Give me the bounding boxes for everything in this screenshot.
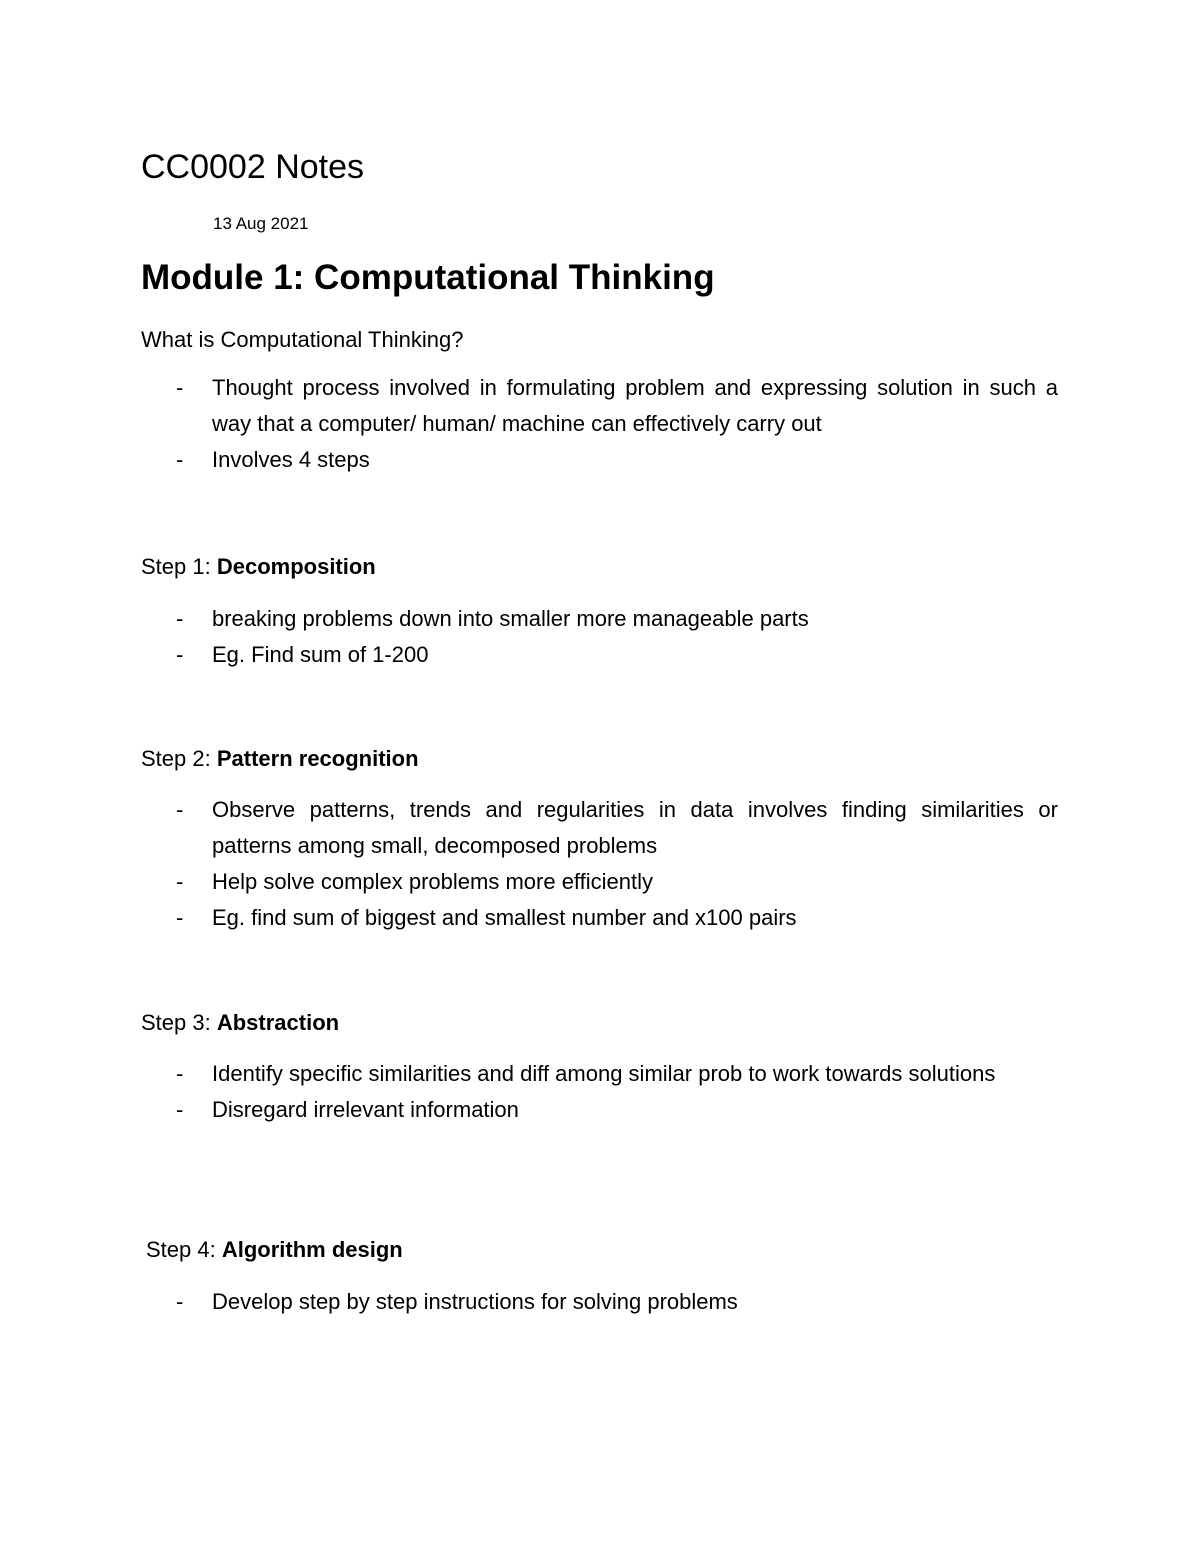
bullet-dash: - (176, 1097, 184, 1122)
bullet-text: Disregard irrelevant information (212, 1097, 519, 1122)
step-2-bullet-list (170, 792, 1058, 936)
module-heading: Module 1: Computational Thinking (141, 258, 715, 297)
step-prefix: Step 3: (141, 1010, 217, 1035)
bullet-text: breaking problems down into smaller more manageable parts (212, 606, 809, 631)
bullet-text: Help solve complex problems more efficiently (212, 869, 653, 894)
bullet-dash: - (176, 797, 184, 822)
list-item (170, 1056, 1058, 1092)
step-3-bullet-list (170, 1056, 1058, 1128)
list-item (170, 900, 1058, 936)
document-title: CC0002 Notes (141, 148, 365, 186)
bullet-dash: - (176, 642, 184, 667)
bullet-dash: - (176, 447, 184, 472)
bullet-text: Involves 4 steps (212, 447, 370, 472)
bullet-dash: - (176, 606, 184, 631)
bullet-text: Observe patterns, trends and regularities in data involves finding similarities or patterns among small, decomposed problems (212, 797, 1058, 858)
step-prefix: Step 1: (141, 554, 217, 579)
bullet-text: Develop step by step instructions for solving problems (212, 1289, 738, 1314)
step-name: Abstraction (216, 1010, 340, 1035)
intro-bullet-list (170, 370, 1058, 478)
step-prefix: Step 4: (146, 1237, 222, 1262)
step-name: Decomposition (216, 554, 376, 579)
list-item (170, 637, 1058, 673)
step-name: Algorithm design (221, 1237, 403, 1262)
list-item (170, 1092, 1058, 1128)
list-item (170, 601, 1058, 637)
list-item (170, 442, 1058, 478)
step-2-heading (141, 745, 419, 773)
bullet-dash: - (176, 905, 184, 930)
list-item (170, 792, 1058, 864)
document-date: 13 Aug 2021 (213, 214, 309, 233)
list-item (170, 370, 1058, 442)
step-4-heading (146, 1236, 403, 1264)
bullet-dash: - (176, 375, 184, 400)
step-1-bullet-list (170, 601, 1058, 673)
step-3-heading (141, 1009, 339, 1037)
bullet-dash: - (176, 1061, 184, 1086)
bullet-dash: - (176, 1289, 184, 1314)
bullet-text: Eg. Find sum of 1-200 (212, 642, 429, 667)
question-text: What is Computational Thinking? (141, 327, 464, 352)
list-item (170, 864, 1058, 900)
step-prefix: Step 2: (141, 746, 217, 771)
bullet-dash: - (176, 869, 184, 894)
step-1-heading (141, 553, 376, 581)
step-4-bullet-list (170, 1284, 1058, 1320)
list-item (170, 1284, 1058, 1320)
bullet-text: Thought process involved in formulating problem and expressing solution in such a way that a computer/ human/ machine can effectively carry out (212, 375, 1058, 436)
bullet-text: Eg. find sum of biggest and smallest number and x100 pairs (212, 905, 797, 930)
step-name: Pattern recognition (216, 746, 419, 771)
bullet-text: Identify specific similarities and diff among similar prob to work towards solutions (212, 1061, 996, 1086)
